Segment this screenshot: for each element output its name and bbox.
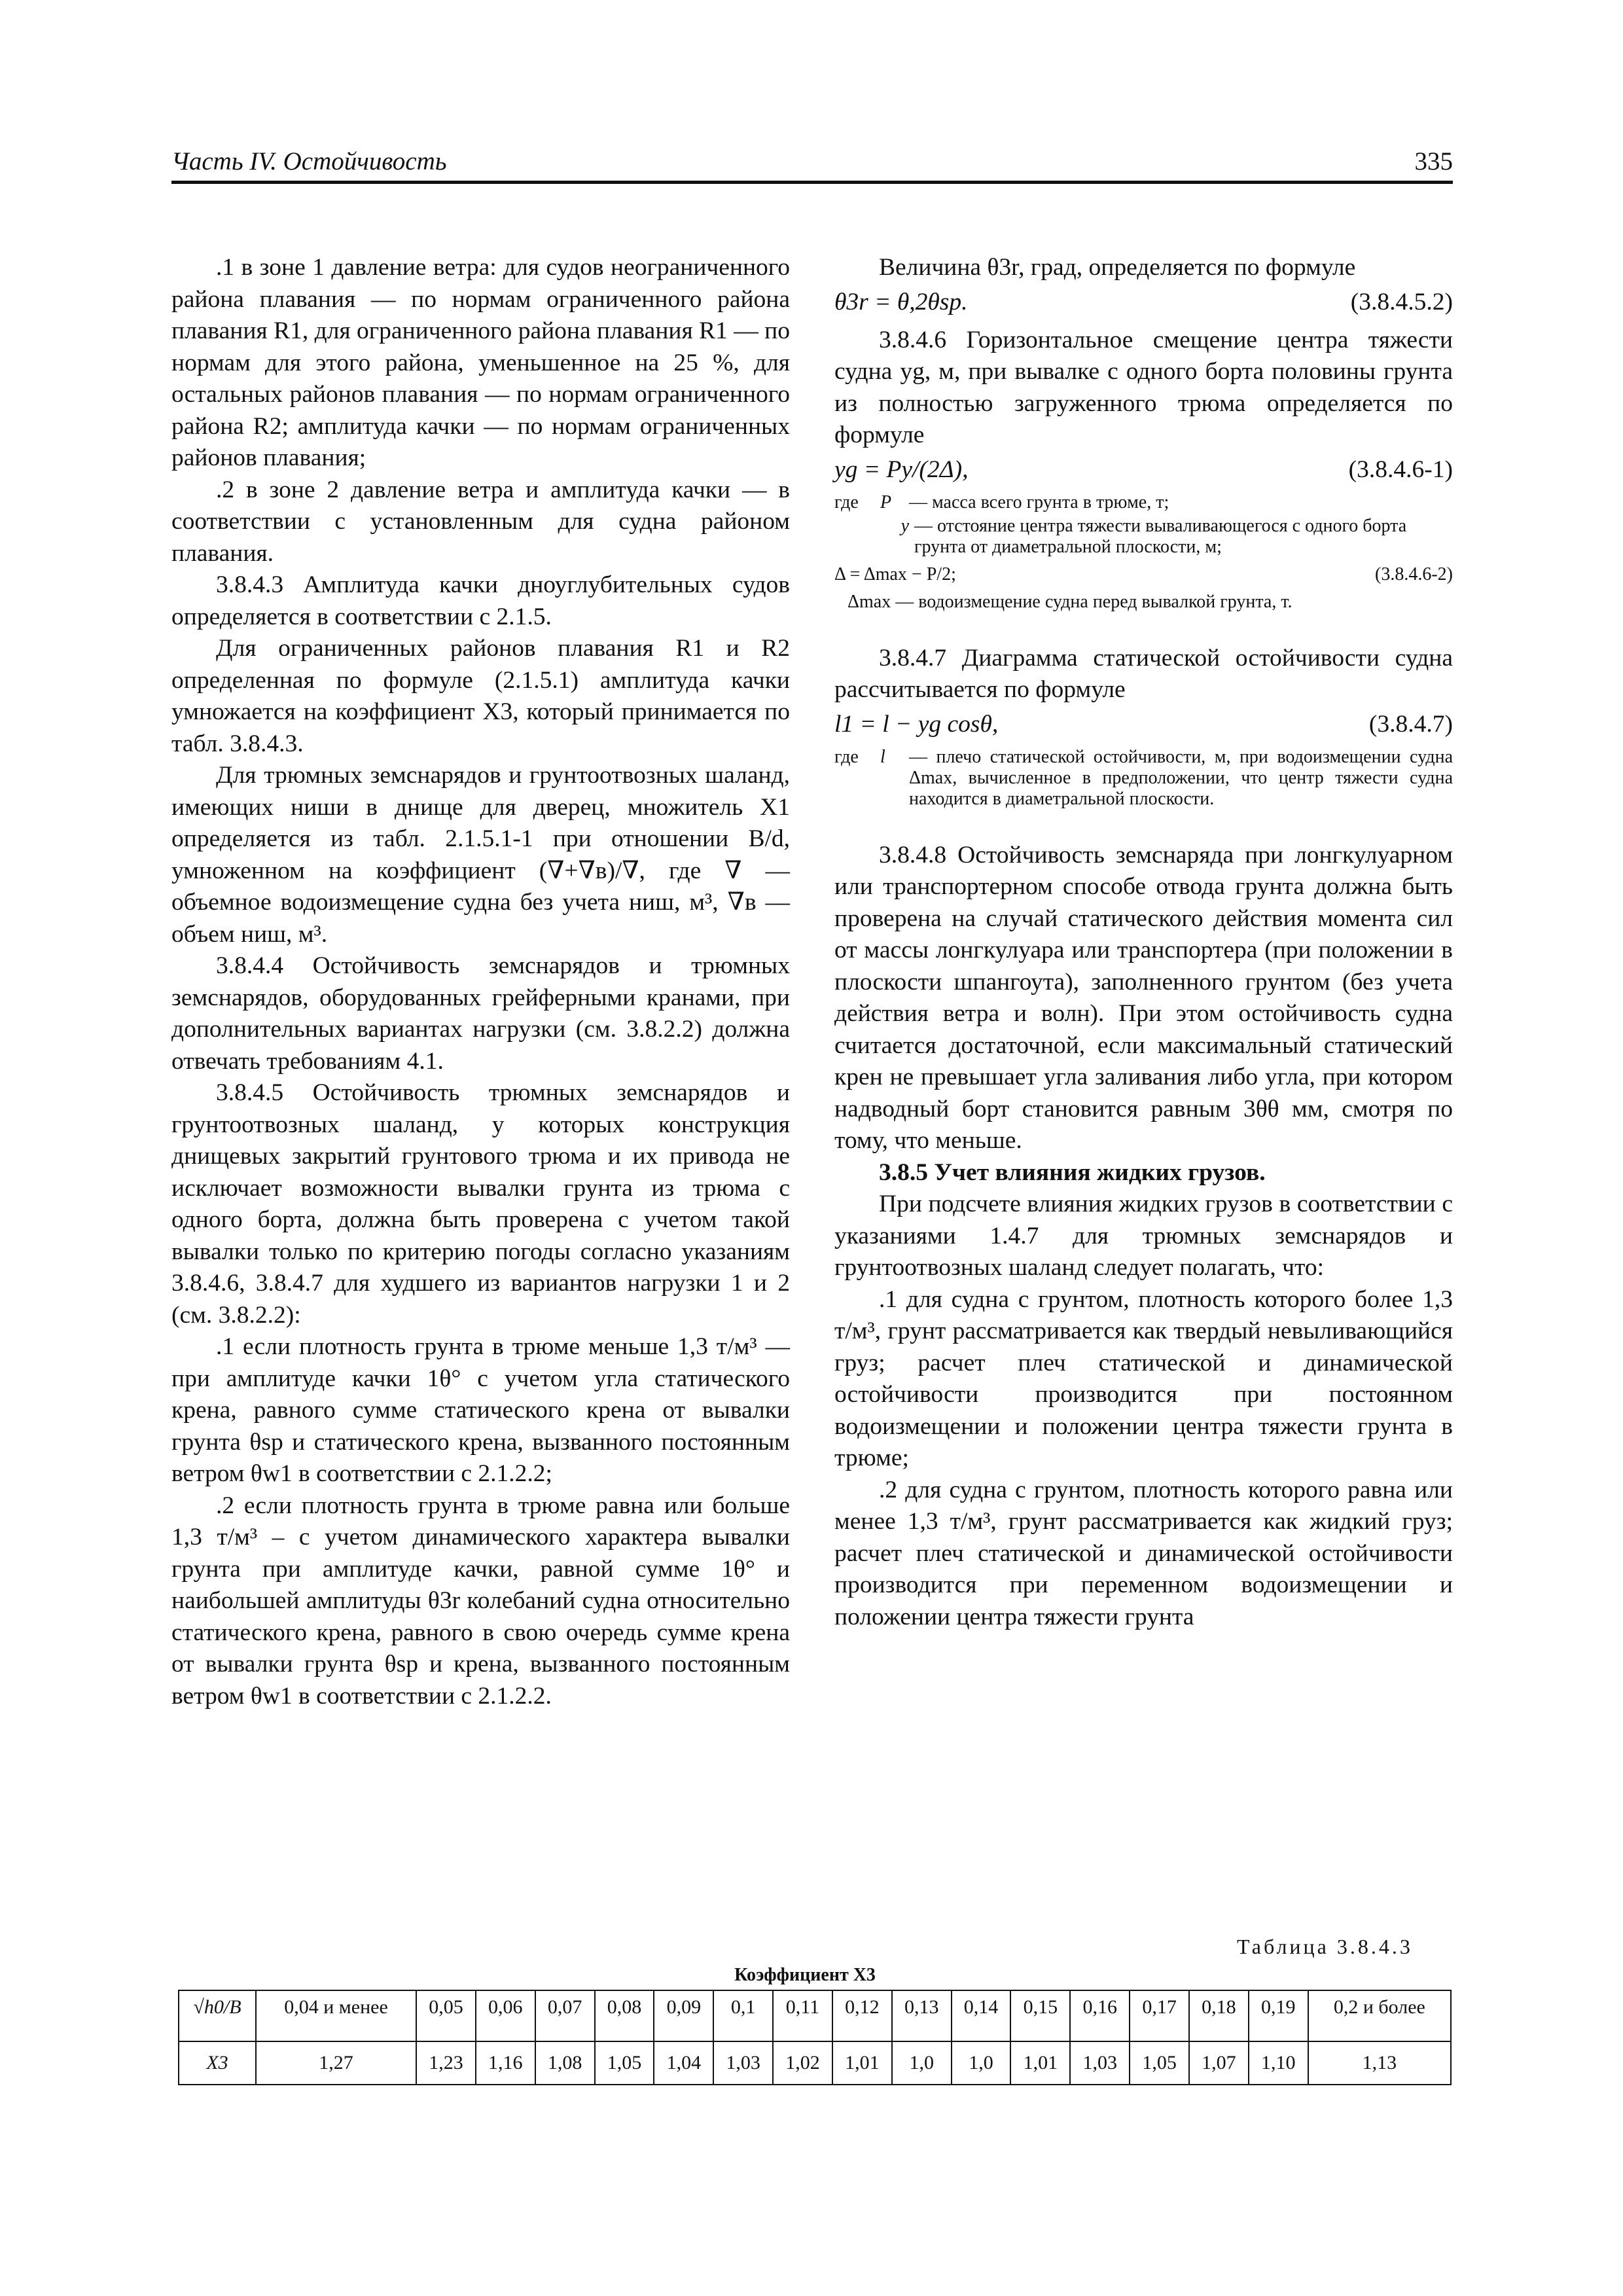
legend-label: где: [834, 492, 859, 512]
legend-text: — масса всего грунта в трюме, т;: [909, 492, 1169, 512]
legend-symbol: P: [880, 492, 892, 512]
table-cell: 0,09: [654, 1990, 713, 2041]
table-cell: 0,18: [1189, 1990, 1249, 2041]
table-cell: 0,05: [416, 1990, 476, 2041]
formula-number: (3.8.4.6-1): [1348, 456, 1453, 483]
paragraph: .2 если плотность грунта в трюме равна или больше 1,3 т/м³ – с учетом динамического характера вывалки грунта при амплитуде качки, равной сумме 1θ° и наибольшей амплитуды θ3r колебаний судна относительно статического крена, равного в свою очередь сумме крена от вывалки грунта θsp и крена, вызванного постоянным ветром θw1 в соответствии с 2.1.2.2.: [171, 1492, 790, 1710]
formula-number: (3.8.4.5.2): [1350, 288, 1453, 315]
row-header: √h0/B: [179, 1990, 256, 2041]
table-cell: 1,02: [773, 2041, 832, 2085]
table-cell: 0,14: [952, 1990, 1011, 2041]
table-title: Коэффициент X3: [734, 1965, 876, 1985]
table-cell: 0,17: [1130, 1990, 1189, 2041]
table-cell: 1,27: [256, 2041, 416, 2085]
table-cell: 1,08: [535, 2041, 595, 2085]
paragraph: .1 для судна с грунтом, плотность которого более 1,3 т/м³, грунт рассматривается как твердый невыливающийся груз; расчет плеч статической и динамической остойчивости производится при постоянном водоизмещении и положении центра тяжести грунта в трюме;: [834, 1285, 1453, 1471]
section-heading: 3.8.5 Учет влияния жидких грузов.: [879, 1158, 1266, 1186]
table-row: [179, 2041, 1451, 2085]
table-cell: 1,01: [1010, 2041, 1070, 2085]
table-cell: 0,16: [1070, 1990, 1130, 2041]
formula-3-8-4-6-1: [834, 454, 1453, 488]
coefficient-table: [178, 1990, 1452, 2085]
table-cell: 1,16: [476, 2041, 535, 2085]
paragraph: 3.8.4.4 Остойчивость земснарядов и трюмных земснарядов, оборудованных грейферными кранами, при дополнительных вариантах нагрузки (см. 3.8.2.2) должна отвечать требованиям 4.1.: [171, 952, 790, 1075]
paragraph: .1 если плотность грунта в трюме меньше 1,3 т/м³ — при амплитуде качки 1θ° с учетом угла статического крена, равного сумме статического крена от вывалки грунта θsp и статического крена, вызванного постоянным ветром θw1 в соответствии с 2.1.2.2;: [171, 1333, 790, 1487]
table-cell: 1,01: [832, 2041, 892, 2085]
legend-row: [834, 492, 1453, 513]
table-cell: 0,04 и менее: [256, 1990, 416, 2041]
paragraph: 3.8.4.7 Диаграмма статической остойчивости судна рассчитывается по формуле: [834, 644, 1453, 703]
table-cell: 1,03: [713, 2041, 773, 2085]
page-number: 335: [1414, 147, 1453, 175]
table-cell: 0,13: [892, 1990, 952, 2041]
formula-number: (3.8.4.7): [1368, 710, 1453, 738]
table-cell: 1,13: [1308, 2041, 1451, 2085]
formula-expression: yg = Py/(2Δ),: [834, 456, 969, 483]
paragraph: 3.8.4.6 Горизонтальное смещение центра тяжести судна yg, м, при вывалке с одного борта половины грунта из полностью загруженного трюма определяется по формуле: [834, 326, 1453, 448]
paragraph: Величина θ3r, град, определяется по формуле: [879, 254, 1356, 281]
table-cell: 1,05: [595, 2041, 654, 2085]
formula-3-8-4-7: [834, 709, 1453, 743]
table-cell: 1,07: [1189, 2041, 1249, 2085]
table-cell: 1,03: [1070, 2041, 1130, 2085]
legend-symbol: l: [880, 746, 885, 767]
table-cell: 1,0: [892, 2041, 952, 2085]
paragraph: .2 для судна с грунтом, плотность которого равна или менее 1,3 т/м³, грунт рассматривается как жидкий груз; расчет плеч статической и динамической остойчивости производится при переменном водоизмещении и положении центра тяжести грунта: [834, 1476, 1453, 1630]
legend-text: Δmax — водоизмещение судна перед вывалкой грунта, т.: [847, 591, 1293, 612]
legend-text: — отстояние центра тяжести вываливающегося с одного борта грунта от диаметральной плоскости, м;: [914, 515, 1407, 557]
paragraph: При подсчете влияния жидких грузов в соответствии с указаниями 1.4.7 для трюмных земснарядов и грунтоотвозных шаланд следует полагать, что:: [834, 1191, 1453, 1281]
formula-number: (3.8.4.6-2): [1375, 564, 1453, 584]
paragraph: Для трюмных земснарядов и грунтоотвозных шаланд, имеющих ниши в днище для дверец, множитель X1 определяется из табл. 2.1.5.1-1 при отношении B/d, умноженном на коэффициент (∇+∇в)/∇, где ∇ — объемное водоизмещение судна без учета ниш, м³, ∇в — объем ниш, м³.: [171, 762, 790, 948]
table-cell: 0,1: [713, 1990, 773, 2041]
table-label: Таблица 3.8.4.3: [1237, 1935, 1413, 1958]
legend-symbol: y: [901, 515, 909, 536]
paragraph: 3.8.4.3 Амплитуда качки дноуглубительных судов определяется в соответствии с 2.1.5.: [171, 571, 790, 630]
table-cell: 1,10: [1249, 2041, 1308, 2085]
table-cell: 0,11: [773, 1990, 832, 2041]
formula-3-8-4-6-2: [834, 564, 1453, 588]
formula-3-8-4-5-2: [834, 287, 1453, 321]
table-cell: 1,05: [1130, 2041, 1189, 2085]
running-header: [171, 143, 1453, 184]
paragraph: .2 в зоне 2 давление ветра и амплитуда качки — в соответствии с установленным для судна районом плавания.: [171, 476, 790, 567]
formula-legend: [834, 747, 1453, 810]
table-cell: 1,04: [654, 2041, 713, 2085]
formula-expression: l1 = l − yg cosθ,: [834, 710, 999, 738]
table-cell: 0,19: [1249, 1990, 1308, 2041]
table-cell: 0,06: [476, 1990, 535, 2041]
legend-row: [834, 516, 1453, 558]
table-cell: 1,23: [416, 2041, 476, 2085]
formula-expression: Δ = Δmax − P/2;: [834, 564, 956, 584]
left-column: [171, 252, 790, 1712]
table-cell: 0,15: [1010, 1990, 1070, 2041]
table-cell: 0,07: [535, 1990, 595, 2041]
table-row: [179, 1990, 1451, 2041]
paragraph: 3.8.4.8 Остойчивость земснаряда при лонгкулуарном или транспортерном способе отвода грунта должна быть проверена на случай статического действия момента сил от массы лонгкулуара или транспортера (при положении в плоскости шпангоута), заполненного грунтом (без учета действия ветра и волн). При этом остойчивость судна считается достаточной, если максимальный статический крен не превышает угла заливания либо угла, при котором надводный борт становится равным 3θθ мм, смотря по тому, что меньше.: [834, 841, 1453, 1154]
table-cell: 0,08: [595, 1990, 654, 2041]
legend-row: [834, 747, 1453, 810]
table-cell: 0,2 и более: [1308, 1990, 1451, 2041]
legend-text: — плечо статической остойчивости, м, при водоизмещении судна Δmax, вычисленное в предположении, что центр тяжести судна находится в диаметральной плоскости.: [909, 746, 1453, 809]
paragraph: Для ограниченных районов плавания R1 и R2 определенная по формуле (2.1.5.1) амплитуда качки умножается на коэффициент X3, который принимается по табл. 3.8.4.3.: [171, 635, 790, 757]
table-cell: 0,12: [832, 1990, 892, 2041]
paragraph: 3.8.4.5 Остойчивость трюмных земснарядов и грунтоотвозных шаланд, у которых конструкция днищевых закрытий грунтового трюма и их привода не исключает возможности вывалки грунта из трюма с одного борта, должна быть проверена с учетом такой вывалки только по критерию погоды согласно указаниям 3.8.4.6, 3.8.4.7 для худшего из вариантов нагрузки 1 и 2 (см. 3.8.2.2):: [171, 1079, 790, 1329]
row-header: X3: [179, 2041, 256, 2085]
table-cell: 1,0: [952, 2041, 1011, 2085]
legend-label: где: [834, 746, 859, 767]
right-column: [834, 252, 1453, 1633]
formula-legend: [834, 492, 1453, 613]
paragraph: .1 в зоне 1 давление ветра: для судов неограниченного района плавания — по нормам ограниченного района плавания R1, для ограниченного района плавания R1 — по нормам для этого района, уменьшенное на 25 %, для остальных районов плавания — по нормам ограниченного района R2; амплитуда качки — по нормам ограниченных районов плавания;: [171, 254, 790, 471]
header-title: Часть IV. Остойчивость: [171, 147, 447, 175]
formula-expression: θ3r = θ,2θsp.: [834, 288, 968, 315]
